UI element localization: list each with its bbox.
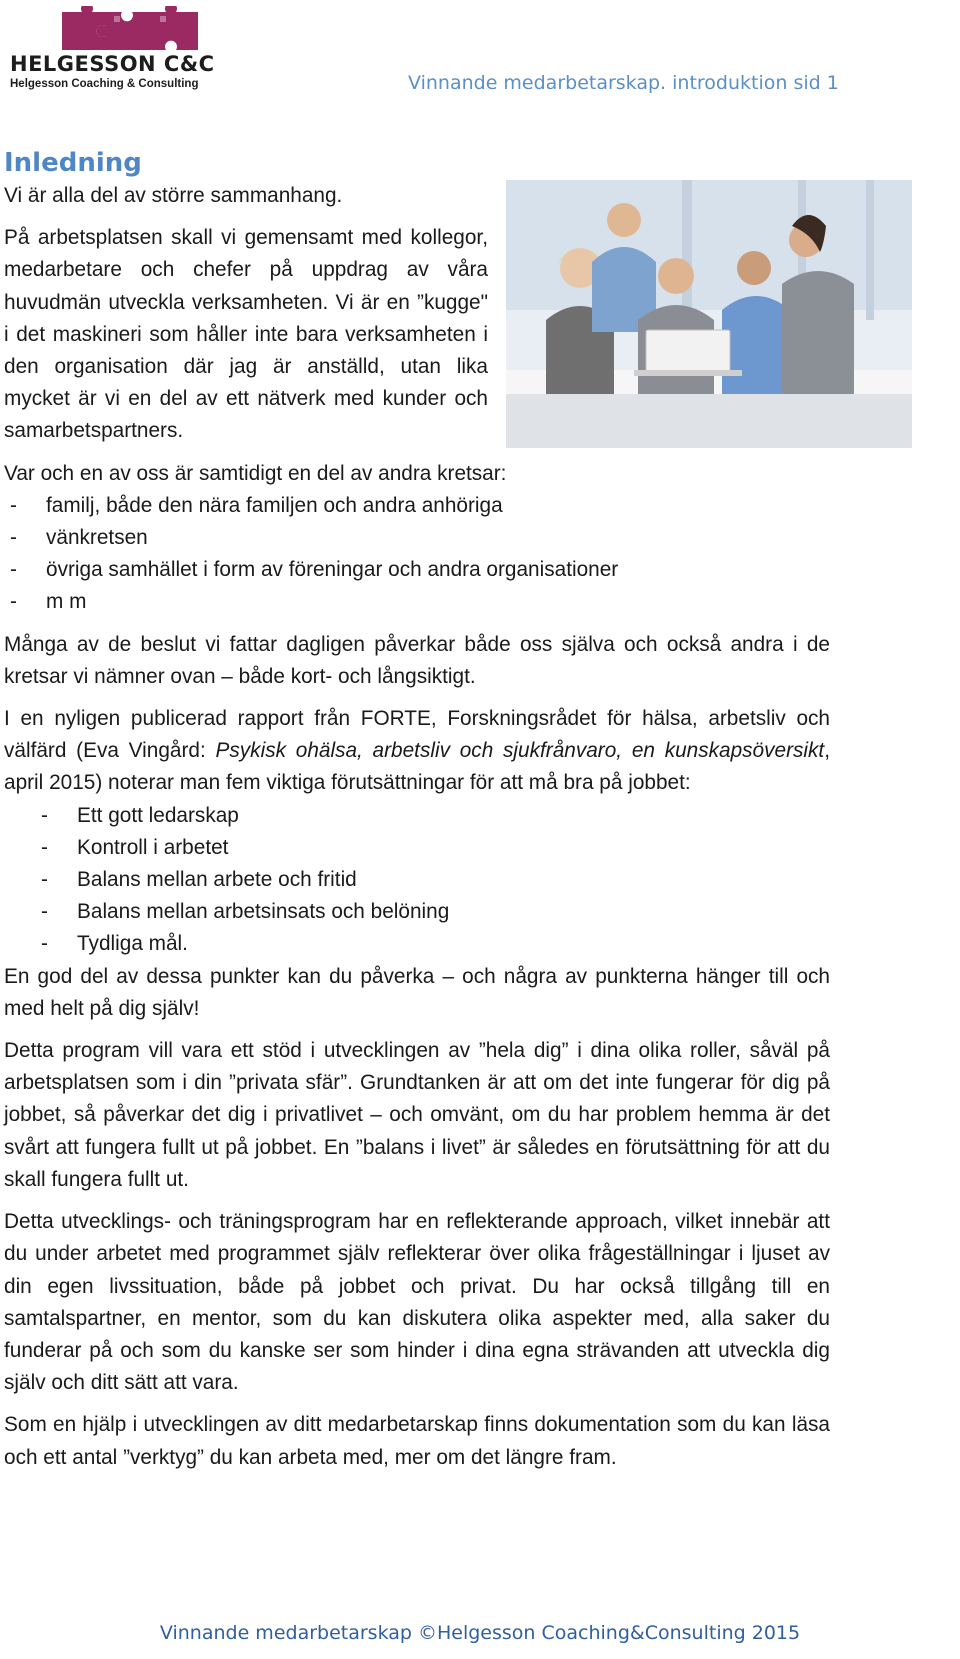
paragraph-forte-report	[4, 703, 830, 800]
section-title: Inledning	[4, 148, 142, 178]
business-team-photo	[506, 180, 912, 448]
report-title: Psykisk ohälsa, arbetsliv och sjukfrånvaro, en kunskapsöversikt	[215, 739, 825, 763]
list-item: - övriga samhället i form av föreningar och andra organisationer	[4, 554, 830, 586]
logo-subtitle: Helgesson Coaching & Consulting	[10, 78, 199, 90]
list-item: - Balans mellan arbetsinsats och belöning	[4, 896, 830, 928]
company-logo	[8, 6, 228, 92]
list-item: - m m	[4, 586, 830, 618]
list-item: - Balans mellan arbete och fritid	[4, 864, 830, 896]
paragraph-reflective-approach: Detta utvecklings- och träningsprogram har en reflekterande approach, vilket innebär att du under arbetet med programmet själv reflekterar över olika frågeställningar i ljuset av din egen livssituation, både på jobbet och privat. Du har också tillgång till en samtalspartner, en mentor, som du kan diskutera olika aspekter med, alla saker du funderar på och som du kanske ser som hinder i dina egna strävanden att utveckla dig själv och ditt sätt att vara.	[4, 1210, 830, 1395]
paragraph-decisions: Många av de beslut vi fattar dagligen påverkar både oss själva och också andra i de kretsar vi nämner ovan – både kort- och långsiktigt.	[4, 632, 830, 688]
page-footer	[0, 1622, 960, 1644]
list-item: - Tydliga mål.	[4, 928, 830, 960]
list-item: - vänkretsen	[4, 522, 830, 554]
paragraph-circles: Var och en av oss är samtidigt en del av andra kretsar:	[4, 461, 507, 485]
list-item: - familj, både den nära familjen och andra anhöriga	[4, 490, 830, 522]
paragraph-workplace: På arbetsplatsen skall vi gemensamt med kollegor, medarbetare och chefer på uppdrag av våra huvudmän utveckla verksamheten. Vi är en ”kugge" i det maskineri som håller inte bara verksamheten i den organisation där jag är anställd, utan lika mycket är vi en del av ett nätverk med kunder och samarbetspartners.	[4, 226, 488, 443]
paragraph-influence: En god del av dessa punkter kan du påverka – och några av punkterna hänger till och med helt på dig själv!	[4, 964, 830, 1020]
list-item: - Kontroll i arbetet	[4, 832, 830, 864]
wellbeing-factors-list	[4, 800, 830, 961]
report-text-end: , april 2015) noterar man fem viktiga förutsättningar för att må bra på jobbet:	[4, 739, 830, 795]
page-header	[0, 0, 960, 120]
circles-list	[4, 490, 830, 619]
list-item: - Ett gott ledarskap	[4, 800, 830, 832]
paragraph-documentation: Som en hjälp i utvecklingen av ditt medarbetarskap finns dokumentation som du kan läsa och ett antal ”verktyg” du kan arbeta med, mer om det längre fram.	[4, 1413, 830, 1469]
intro-block	[4, 180, 830, 448]
report-text-start: I en nyligen publicerad rapport från FORTE, Forskningsrådet för hälsa, arbetsliv och välfärd (Eva Vingård:	[4, 707, 830, 763]
footer-text: Vinnande medarbetarskap ©Helgesson Coaching&Consulting 2015	[159, 1622, 801, 1644]
logo-name: HELGESSON C&C	[10, 52, 215, 76]
paragraph-program-purpose: Detta program vill vara ett stöd i utvecklingen av ”hela dig” i dina olika roller, såväl på arbetsplatsen som i din ”privata sfär”. Grundtanken är att om det inte fungerar för dig på jobbet, så påverkar det dig i privatlivet – och omvänt, om du har problem hemma är det svårt att fungera fullt ut på jobbet. En ”balans i livet” är således en förutsättning för att du skall fungera fullt ut.	[4, 1039, 830, 1191]
lead-sentence: Vi är alla del av större sammanhang.	[4, 184, 343, 207]
puzzle-logo-icon	[54, 6, 214, 56]
running-title: Vinnande medarbetarskap. introduktion sid 1	[408, 72, 839, 94]
document-body	[4, 146, 830, 1474]
